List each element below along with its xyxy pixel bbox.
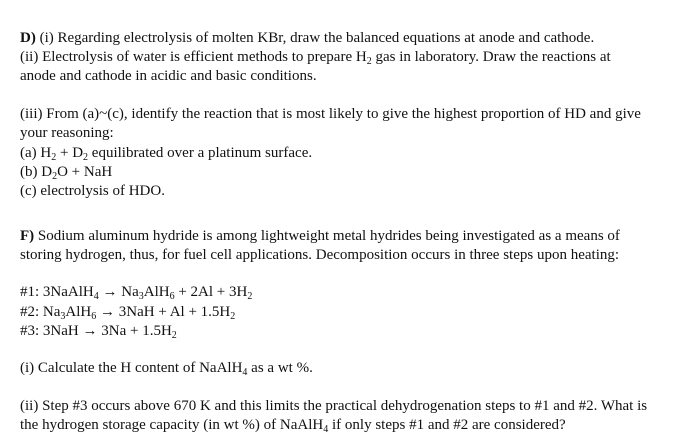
part-d-label: D) bbox=[20, 30, 36, 46]
part-d-question-i: D) (i) Regarding electrolysis of molten KBr, draw the balanced equations at anode and cathode. bbox=[20, 30, 595, 46]
arrow-icon: → bbox=[98, 284, 122, 300]
part-f-question-i: (i) Calculate the H content of NaAlH$_4$ as a wt %. bbox=[20, 360, 313, 378]
option-a: (a) $H_2 + D_2$ equilibrated over a platinum surface. bbox=[20, 145, 313, 163]
reaction-step-2: #2: $Na_3AlH_6 \to 3NaH + Al + 1.5H_2$ bbox=[20, 304, 236, 322]
part-d-question-iii-cont: your reasoning: bbox=[20, 125, 114, 141]
part-d-question-ii: (ii) Electrolysis of water is efficient methods to prepare $H_2$ gas in laboratory. Draw the reactions at bbox=[20, 49, 611, 67]
part-f-label: F) bbox=[20, 228, 35, 244]
arrow-icon: → bbox=[96, 304, 119, 320]
part-f-question-ii-cont: the hydrogen storage capacity (in wt %) of NaAlH$_4$ if only steps #1 and #2 are considered? bbox=[20, 417, 566, 435]
part-f-question-ii: (ii) Step #3 occurs above 670 K and this limits the practical dehydrogenation steps to #1 and #2. What is bbox=[20, 398, 648, 414]
part-f-intro-cont: storing hydrogen, thus, for fuel cell applications. Decomposition occurs in three steps upon heating: bbox=[20, 247, 620, 263]
option-b: (b) $D_2O$ + NaH bbox=[20, 164, 113, 182]
part-d-question-iii: (iii) From (a)~(c), identify the reaction that is most likely to give the highest proportion of HD and give bbox=[20, 106, 641, 122]
reaction-step-1: #1: 3NaAlH$_4$ → $Na_3AlH_6 + 2Al + 3H_2$ bbox=[20, 284, 253, 302]
option-c: (c) electrolysis of HDO. bbox=[20, 183, 165, 199]
reaction-step-3: #3: $3NaH \to 3Na + 1.5H_2$ bbox=[20, 323, 177, 341]
part-d-question-ii-cont: anode and cathode in acidic and basic conditions. bbox=[20, 68, 317, 84]
arrow-icon: → bbox=[82, 323, 98, 339]
part-f-intro: F) Sodium aluminum hydride is among lightweight metal hydrides being investigated as a means of bbox=[20, 228, 620, 244]
